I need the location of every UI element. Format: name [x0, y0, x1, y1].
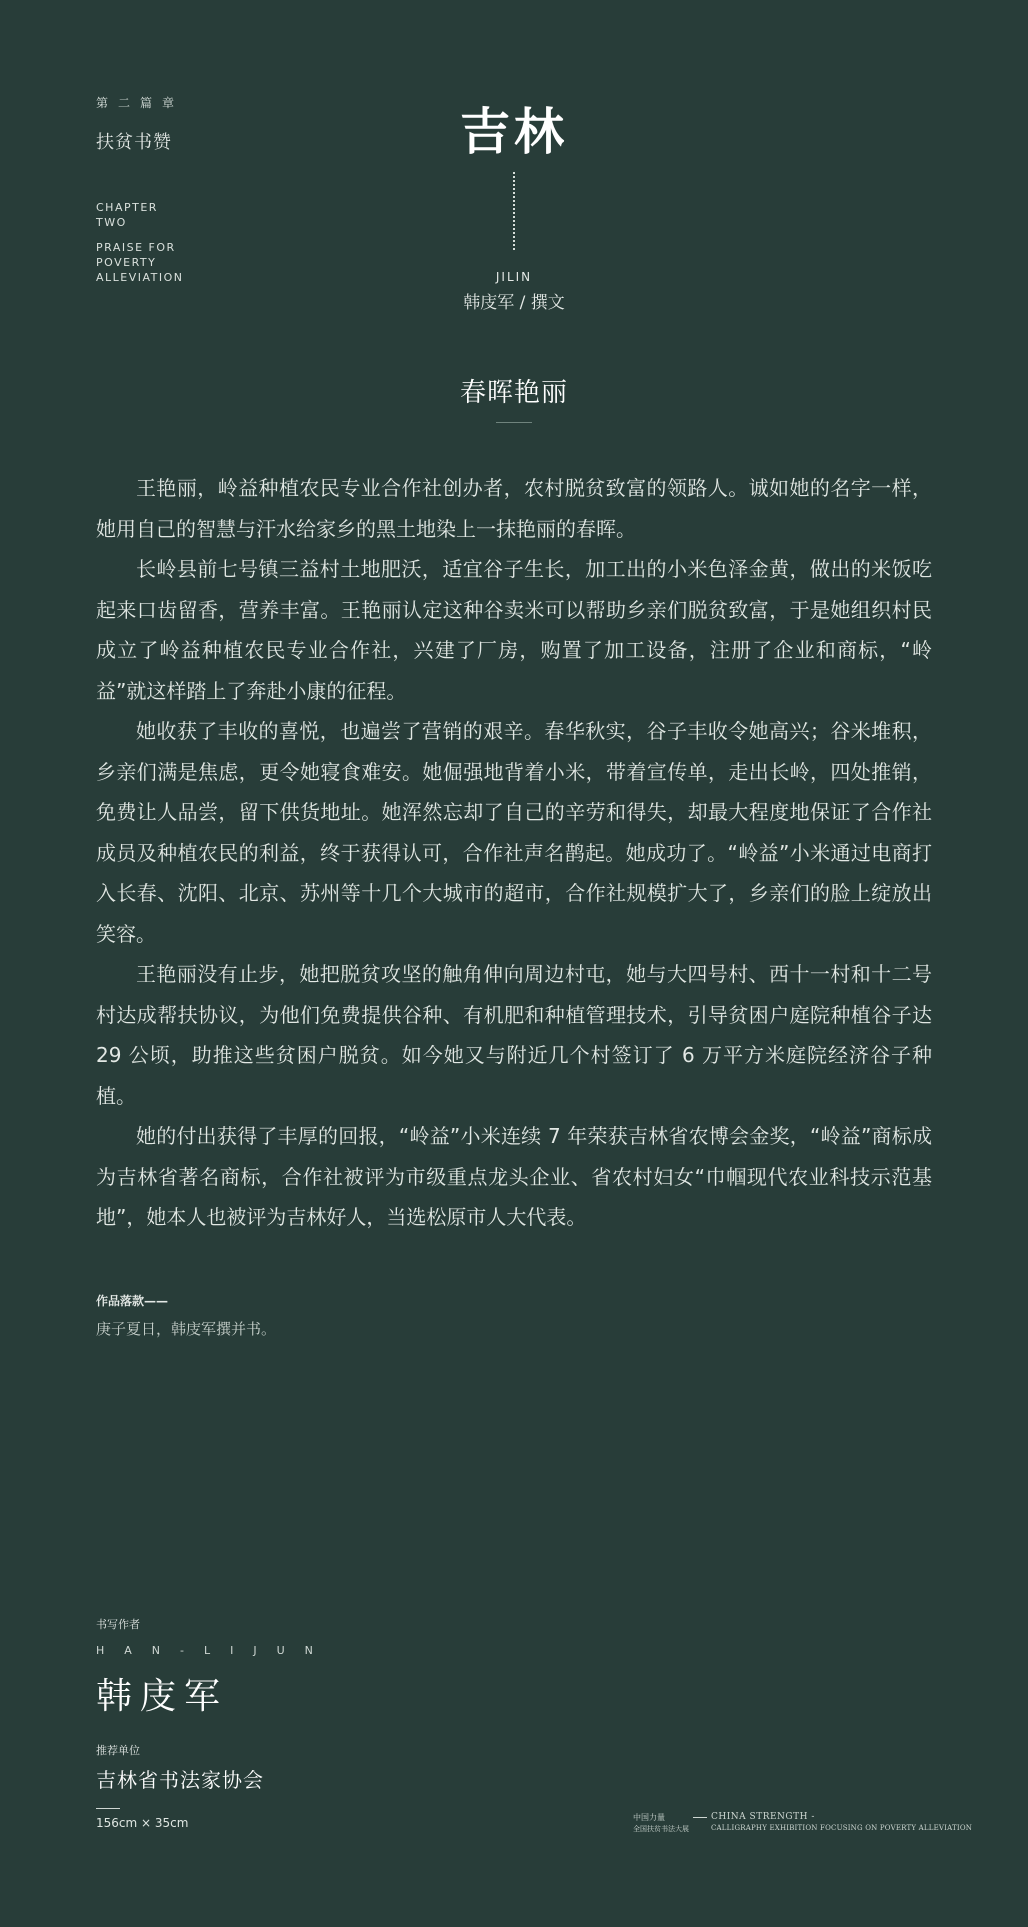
paragraph-2: 长岭县前七号镇三益村土地肥沃，适宜谷子生长，加工出的小米色泽金黄，做出的米饭吃起来口齿留香，营养丰富。王艳丽认定这种谷卖米可以帮助乡亲们脱贫致富，于是她组织村民成立了岭益种植农民专业合作社，兴建了厂房，购置了加工设备，注册了企业和商标，“岭益”就这样踏上了奔赴小康的征程。: [96, 557, 932, 703]
logo-cn-subtitle: 全国扶贫书法大展: [633, 1825, 689, 1833]
logo-en-title: CHINA STRENGTH -: [711, 1812, 815, 1822]
inscription-text: 庚子夏日，韩庋军撰并书。: [96, 1320, 277, 1338]
chapter-subtitle: 扶贫书赞: [96, 132, 172, 153]
paragraph-4: 王艳丽没有止步，她把脱贫攻坚的触角伸向周边村屯，她与大四号村、西十一村和十二号村达成帮扶协议，为他们免费提供谷种、有机肥和种植管理技术，引导贫困户庭院种植谷子达 29 公顷，助推这些贫困户脱贫。如今她又与附近几个村签订了 6 万平方米庭院经济谷子种植。: [96, 962, 932, 1108]
writer-name: 韩庋军: [96, 1676, 229, 1717]
artwork-dimensions: 156cm × 35cm: [96, 1816, 189, 1830]
theme-english: PRAISE FOR POVERTY ALLEVIATION: [96, 241, 184, 284]
chapter-english: CHAPTER TWO: [96, 201, 158, 229]
logo-separator: [693, 1817, 707, 1818]
writer-label: 书写作者: [96, 1618, 140, 1631]
article-body: [96, 468, 932, 1238]
chapter-number: 第二篇章: [96, 96, 185, 110]
title-underline: [496, 422, 532, 423]
recommender-name: 吉林省书法家协会: [96, 1768, 264, 1792]
inscription-label: 作品落款——: [96, 1294, 169, 1308]
logo-en-subtitle: CALLIGRAPHY EXHIBITION FOCUSING ON POVERTY ALLEVIATION: [711, 1824, 973, 1832]
paragraph-5: 她的付出获得了丰厚的回报，“岭益”小米连续 7 年荣获吉林省农博会金奖，“岭益”商标成为吉林省著名商标，合作社被评为市级重点龙头企业、省农村妇女“巾帼现代农业科技示范基地”，她本人也被评为吉林好人，当选松原市人大代表。: [96, 1124, 932, 1229]
recommender-label: 推荐单位: [96, 1744, 140, 1757]
paragraph-3: 她收获了丰收的喜悦，也遍尝了营销的艰辛。春华秋实，谷子丰收令她高兴；谷米堆积，乡亲们满是焦虑，更令她寝食难安。她倔强地背着小米，带着宣传单，走出长岭，四处推销，免费让人品尝，留下供货地址。她浑然忘却了自己的辛劳和得失，却最大程度地保证了合作社成员及种植农民的利益，终于获得认可，合作社声名鹊起。她成功了。“岭益”小米通过电商打入长春、沈阳、北京、苏州等十几个大城市的超市，合作社规模扩大了，乡亲们的脸上绽放出笑容。: [96, 719, 932, 946]
article-title: 春晖艳丽: [459, 378, 568, 408]
dimensions-rule: [96, 1808, 120, 1809]
logo-cn-title: 中国力量: [633, 1813, 665, 1822]
paragraph-1: 王艳丽，岭益种植农民专业合作社创办者，农村脱贫致富的领路人。诚如她的名字一样，她用自己的智慧与汗水给家乡的黑土地染上一抹艳丽的春晖。: [96, 476, 932, 541]
writer-pinyin: HAN-LIJUN: [96, 1644, 333, 1657]
province-title: 吉林: [460, 102, 568, 161]
author-byline: 韩庋军 / 撰文: [463, 293, 565, 313]
province-english: JILIN: [495, 270, 533, 284]
dotted-divider: [513, 172, 515, 250]
